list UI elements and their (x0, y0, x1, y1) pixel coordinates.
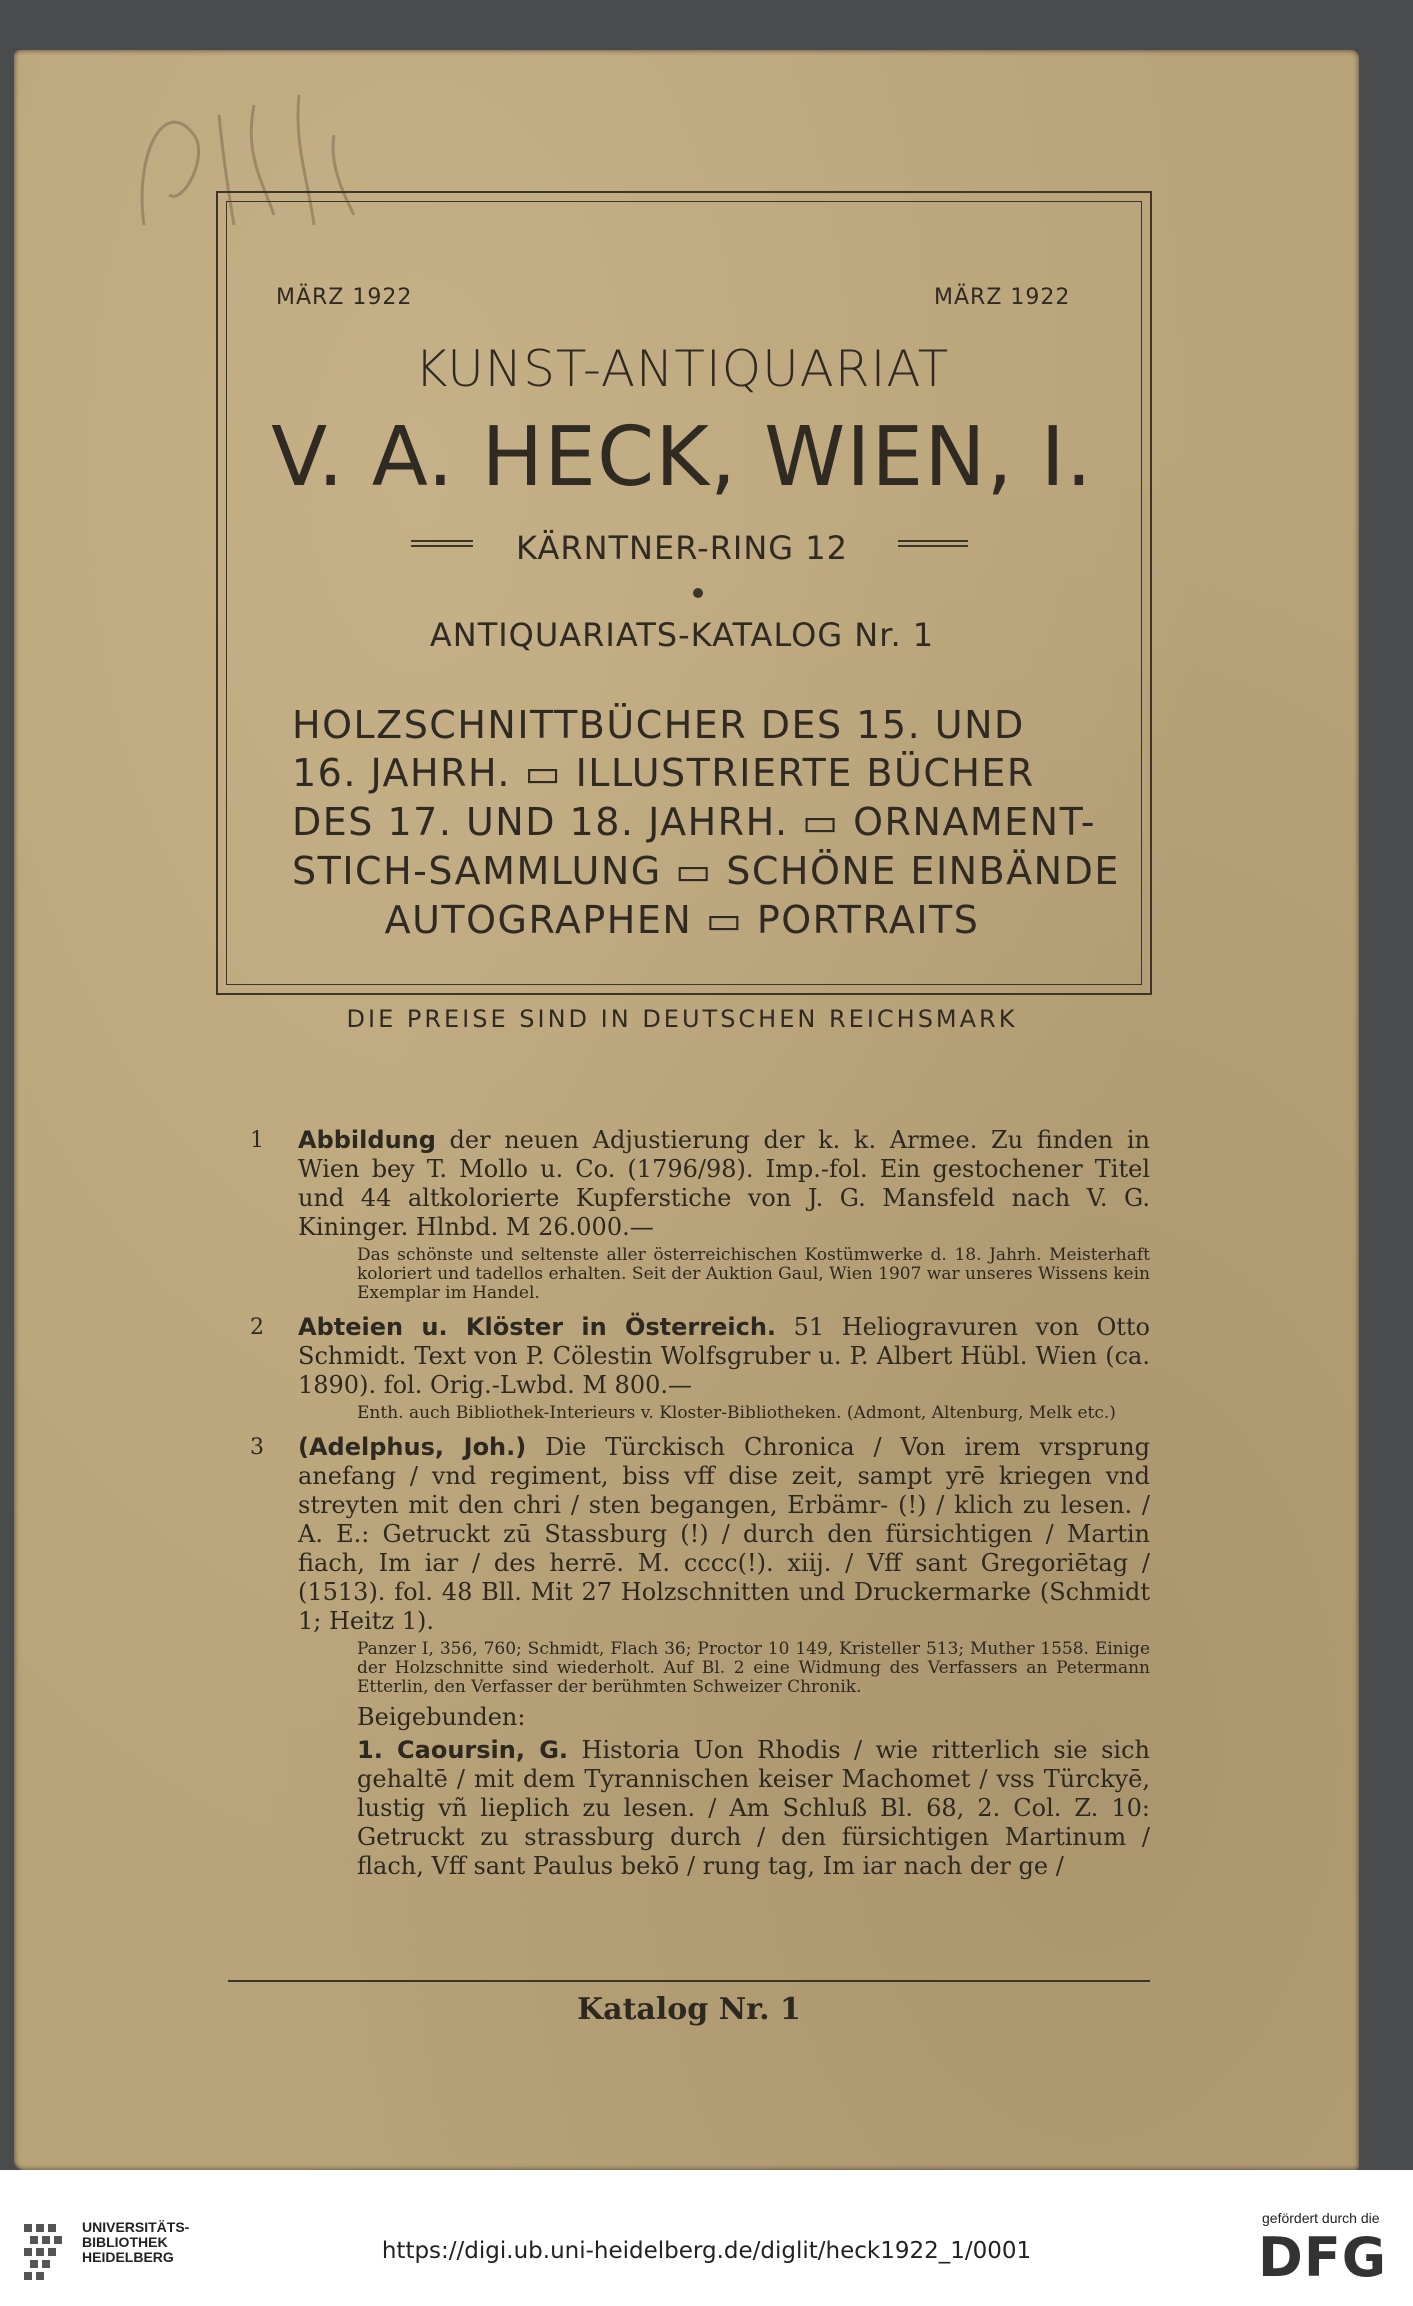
bound-with-item (357, 1736, 1150, 1881)
entry-text (298, 1313, 1150, 1400)
entry-title: Abteien u. Klöster in Österreich. (298, 1313, 777, 1341)
entry-title: (Adelphus, Joh.) (298, 1433, 527, 1461)
bound-with-title: 1. Caoursin, G. (357, 1736, 569, 1764)
prices-note: DIE PREISE SIND IN DEUTSCHEN REICHSMARK (346, 1005, 1018, 1033)
dfg-logo: DFG (1258, 2226, 1388, 2289)
catalog-entries (250, 1126, 1150, 1881)
catalog-entry (250, 1433, 1150, 1881)
topic-line-1: HOLZSCHNITTBÜCHER DES 15. UND (292, 703, 1025, 747)
decorative-rule-right (898, 540, 968, 547)
entry-description: Die Türckisch Chronica / Von irem vrsprung anefang / vnd regiment, biss vff dise zeit, sampt yrē kriegen vnd streyten mit den chri / sten begangen, Erbämr- (!) / klich zu lesen. / A. E.: Getruckt zū Stassburg (!) / durch den fürsichtigen / Martin fiach, Im iar / des herrē. M. cccc(!). xiij. / Vff sant Gregoriētag / (1513). fol. 48 Bll. Mit 27 Holzschnitten und Druckermarke (Schmidt 1; Heitz 1). (298, 1433, 1150, 1635)
topic-line-3: DES 17. UND 18. JAHRH. ▭ ORNAMENT- (292, 800, 1097, 844)
entry-text (298, 1433, 1150, 1636)
entry-number: 2 (250, 1315, 264, 1340)
topic-line-5: AUTOGRAPHEN ▭ PORTRAITS (384, 898, 980, 942)
topic-line-4: STICH-SAMMLUNG ▭ SCHÖNE EINBÄNDE (292, 849, 1120, 893)
kunst-antiquariat-heading: KUNST-ANTIQUARIAT (414, 340, 950, 398)
entry-description: der neuen Adjustierung der k. k. Armee. Zu finden in Wien bey T. Mollo u. Co. (1796/98). Imp.-fol. Ein gestochener Titel und 44 altkolorierte Kupferstiche von J. G. Mansfeld nach V. G. Kininger. Hlnbd. M 26.000.— (298, 1126, 1150, 1241)
catalog-number: ANTIQUARIATS-KATALOG Nr. 1 (429, 616, 935, 654)
bound-with-label: Beigebunden: (357, 1703, 526, 1731)
entry-note: Das schönste und seltenste aller österreichischen Kostümwerke d. 18. Jahrh. Meisterhaft koloriert und tadellos erhalten. Seit der Auktion Gaul, Wien 1907 war unseres Wissens kein Exemplar im Handel. (357, 1245, 1150, 1303)
footer-rule (228, 1980, 1150, 1982)
university-library-name: UNIVERSITÄTS- BIBLIOTHEK HEIDELBERG (82, 2219, 190, 2265)
date-left: MÄRZ 1922 (276, 285, 413, 310)
catalog-entry (250, 1313, 1150, 1423)
entry-description: 51 Heliogravuren von Otto Schmidt. Text von P. Cölestin Wolfsgruber u. P. Albert Hübl. Wien (ca. 1890). fol. Orig.-Lwbd. M 800.— (298, 1313, 1150, 1399)
funded-by-label: gefördert durch die (1262, 2210, 1380, 2226)
entry-number: 1 (250, 1128, 264, 1153)
page-footer: Katalog Nr. 1 (577, 1992, 801, 2027)
address: KÄRNTNER-RING 12 (516, 529, 848, 567)
topic-line-2: 16. JAHRH. ▭ ILLUSTRIERTE BÜCHER (292, 751, 1035, 795)
entry-note: Panzer I, 356, 760; Schmidt, Flach 36; Proctor 10 149, Kristeller 513; Muther 1558. Einige der Holzschnitte sind wiederholt. Auf Bl. 2 eine Widmung des Verfassers an Petermann Etterlin, den Verfasser der berühmten Schweizer Chronik. (357, 1639, 1150, 1697)
permalink-url[interactable]: https://digi.ub.uni-heidelberg.de/diglit/heck1922_1/0001 (381, 2238, 1032, 2264)
entry-title: Abbildung (298, 1126, 436, 1154)
entry-text (298, 1126, 1150, 1242)
entry-note: Enth. auch Bibliothek-Interieurs v. Kloster-Bibliotheken. (Admont, Altenburg, Melk etc.) (357, 1403, 1116, 1423)
bound-with-description: Historia Uon Rhodis / wie ritterlich sie sich gehaltē / mit dem Tyrannischen keiser Machomet / vss Türckyē, lustig vñ lieplich zu lesen. / Am Schluß Bl. 68, 2. Col. Z. 10: Getruckt zu strassburg durch / den fürsichtigen Martinum / flach, Vff sant Paulus bekō / rung tag, Im iar nach der ge / (357, 1736, 1150, 1880)
dealer-name: V. A. HECK, WIEN, I. (271, 410, 1093, 505)
decorative-dot (693, 588, 703, 598)
entry-number: 3 (250, 1435, 264, 1460)
date-right: MÄRZ 1922 (934, 285, 1071, 310)
catalog-entry (250, 1126, 1150, 1303)
